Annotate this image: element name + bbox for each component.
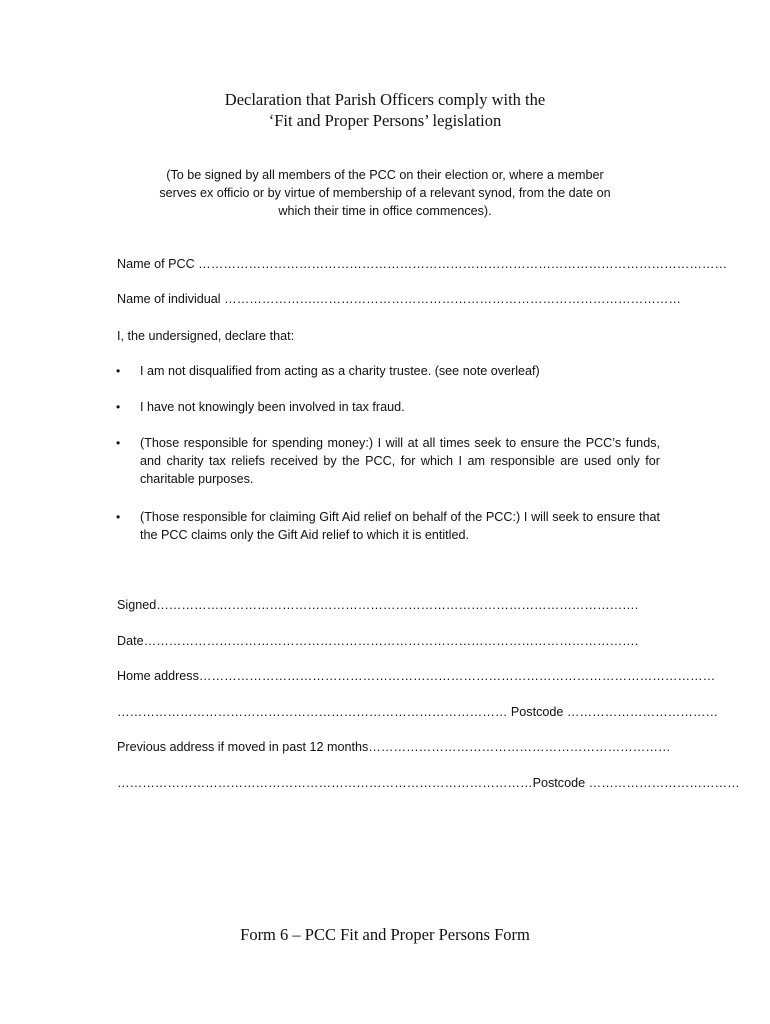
- previous-address-field: Previous address if moved in past 12 months………………………………………………………………: [117, 740, 671, 754]
- intro-line-1: (To be signed by all members of the PCC on their election or, where a member: [166, 168, 604, 182]
- previous-address-postcode-field: ………………………………………………………………………………………Postcode ………………………………: [117, 776, 740, 790]
- declaration-item: I am not disqualified from acting as a charity trustee. (see note overleaf): [140, 364, 540, 378]
- declaration-item: (Those responsible for spending money:) I will at all times seek to ensure the PCC’s funds, and charity tax reliefs received by the PCC, for which I am responsible are used only for charitable purposes.: [140, 436, 660, 486]
- bullet-icon: •: [116, 436, 121, 450]
- intro-line-3: which their time in office commences).: [278, 204, 492, 218]
- declaration-item: I have not knowingly been involved in tax fraud.: [140, 400, 405, 414]
- declaration-intro: I, the undersigned, declare that:: [117, 329, 295, 343]
- home-address-postcode-field: ………………………………………………………………………………… Postcode ………………………………: [117, 705, 719, 719]
- bullet-icon: •: [116, 364, 121, 378]
- pcc-name-field: Name of PCC ………………………………………………………………………………………………………………: [117, 257, 728, 271]
- bullet-icon: •: [116, 400, 121, 414]
- form-footer-title: Form 6 – PCC Fit and Proper Persons Form: [240, 925, 530, 944]
- bullet-icon: •: [116, 510, 121, 524]
- date-field: Date……………………………………………………………………………………………………….: [117, 634, 639, 648]
- document-title-line-2: ‘Fit and Proper Persons’ legislation: [268, 111, 502, 130]
- home-address-field: Home address……………………………………………………………………………………………………………: [117, 669, 716, 683]
- intro-line-2: serves ex officio or by virtue of membership of a relevant synod, from the date on: [159, 186, 611, 200]
- declaration-item: (Those responsible for claiming Gift Aid relief on behalf of the PCC:) I will seek to ensure that the PCC claims only the Gift Aid relief to which it is entitled.: [140, 510, 660, 542]
- signed-field: Signed…………………………………………………………………………………………………….: [117, 598, 639, 612]
- individual-name-field: Name of individual ………………….……………………………………………………………………………: [117, 292, 681, 306]
- document-title-line-1: Declaration that Parish Officers comply with the: [224, 90, 546, 109]
